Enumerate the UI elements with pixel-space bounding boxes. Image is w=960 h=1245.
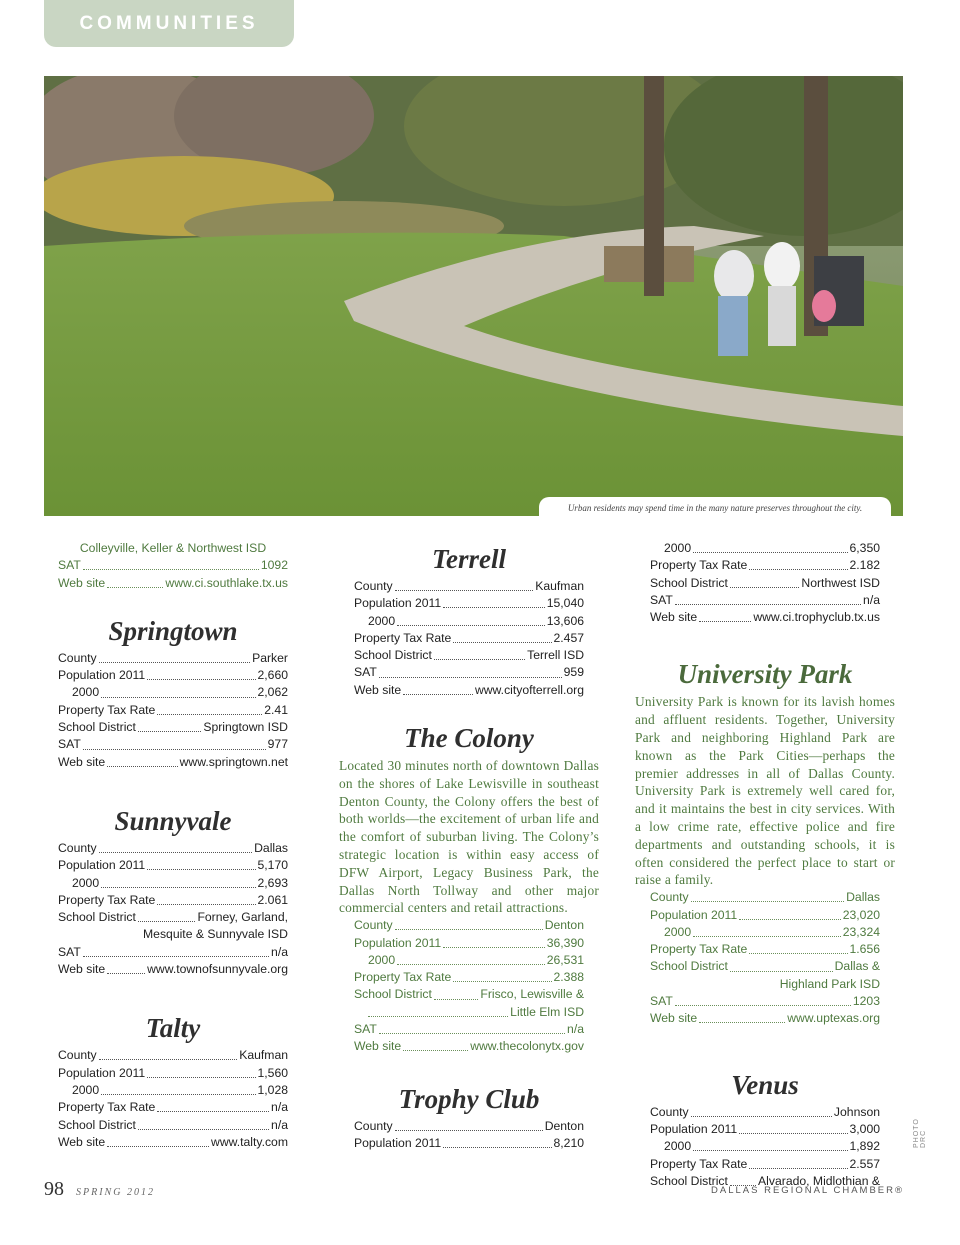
- stat-row-county: [354, 1118, 584, 1135]
- stat-label: School District: [650, 959, 728, 974]
- stat-label: County: [354, 579, 393, 593]
- stat-label: Property Tax Rate: [58, 702, 156, 717]
- column-1: [58, 540, 288, 1151]
- stat-label: 2000: [664, 541, 692, 555]
- dot-leader: [675, 1005, 851, 1006]
- stat-label: Web site: [58, 575, 106, 590]
- stat-value: www.talty.com: [211, 1134, 288, 1149]
- southlake-tail: [58, 540, 288, 592]
- city-heading-university-park: University Park: [677, 659, 853, 690]
- stat-row-sat: [58, 557, 288, 574]
- city-heading-terrell: Terrell: [432, 544, 506, 574]
- stat-row-district: [650, 958, 880, 975]
- stat-row-website: [650, 1010, 880, 1027]
- stat-label: SAT: [650, 994, 673, 1009]
- stat-row-county: [354, 917, 584, 934]
- sunnyvale-stats: [58, 840, 288, 978]
- stat-value: 1.656: [849, 942, 880, 957]
- stat-value: Northwest ISD: [801, 575, 880, 590]
- dot-leader: [453, 981, 551, 982]
- stat-value: n/a: [271, 1117, 288, 1132]
- district-continuation: Highland Park ISD: [779, 976, 880, 991]
- stat-label: County: [354, 1118, 393, 1133]
- stat-row-district: [58, 909, 288, 926]
- stat-label: 2000: [368, 952, 396, 967]
- dot-leader: [691, 901, 845, 902]
- dot-leader: [453, 642, 551, 643]
- stat-label: County: [58, 650, 97, 665]
- stat-label: School District: [354, 987, 432, 1002]
- stat-label: SAT: [650, 592, 673, 607]
- stat-row-county: [354, 578, 584, 595]
- stat-value: www.townofsunnyvale.org: [147, 962, 288, 977]
- stat-row-population: [354, 1135, 584, 1152]
- park-photo: [44, 76, 903, 516]
- stat-label: Web site: [58, 1134, 106, 1149]
- stat-value: 3,000: [849, 1121, 880, 1136]
- stat-value: www.cityofterrell.org: [474, 682, 584, 697]
- springtown-stats: [58, 650, 288, 771]
- stat-row-sat: [650, 993, 880, 1010]
- dot-leader: [395, 590, 534, 591]
- stat-row-website: [354, 682, 584, 699]
- stat-value: www.springtown.net: [179, 754, 288, 769]
- stat-value: 2.557: [849, 1156, 880, 1171]
- dot-leader: [675, 604, 861, 605]
- stat-label: School District: [650, 575, 728, 590]
- stat-label: Property Tax Rate: [58, 892, 156, 907]
- stat-value: 15,040: [546, 596, 584, 611]
- dot-leader: [691, 1116, 832, 1117]
- stat-row-sat: [58, 944, 288, 961]
- dot-leader: [693, 936, 841, 937]
- dot-leader: [99, 1059, 238, 1060]
- stat-label: Population 2011: [58, 858, 146, 873]
- venus-stats: [650, 1104, 880, 1190]
- city-heading-trophy-club: Trophy Club: [398, 1083, 540, 1114]
- stat-value: 1203: [852, 994, 880, 1009]
- page-footer-left: [44, 1178, 155, 1201]
- stat-label: 2000: [368, 613, 396, 628]
- dot-leader: [434, 999, 478, 1000]
- stat-label: Property Tax Rate: [58, 1100, 156, 1115]
- dot-leader: [83, 569, 259, 570]
- dot-leader: [101, 1094, 255, 1095]
- stat-value: Parker: [252, 650, 288, 665]
- stat-value: 959: [563, 665, 584, 680]
- dot-leader: [107, 973, 145, 974]
- stat-row-district: [58, 1117, 288, 1134]
- stat-value: Alvarado, Midlothian &: [758, 1173, 880, 1188]
- trophy-club-stats-continued: [650, 540, 880, 626]
- district-continuation: Mesquite & Sunnyvale ISD: [143, 927, 288, 942]
- stat-value: 1,892: [849, 1139, 880, 1154]
- stat-row-county: [650, 1104, 880, 1121]
- dot-leader: [99, 852, 253, 853]
- stat-row-sat: [354, 664, 584, 681]
- stat-row-2000: [58, 684, 288, 701]
- stat-label: Property Tax Rate: [650, 1156, 748, 1171]
- stat-row-district: [58, 719, 288, 736]
- stat-row-population: [354, 935, 584, 952]
- publisher-label: DALLAS REGIONAL CHAMBER®: [711, 1185, 904, 1196]
- stat-row-2000: [650, 540, 880, 557]
- stat-value: Dallas &: [834, 959, 880, 974]
- stat-row-district: [650, 575, 880, 592]
- dot-leader: [397, 964, 545, 965]
- dot-leader: [395, 929, 543, 930]
- dot-leader: [395, 1130, 543, 1131]
- dot-leader: [138, 731, 201, 732]
- stat-value: n/a: [271, 1100, 288, 1115]
- stat-value: 5,170: [257, 858, 288, 873]
- dot-leader: [157, 714, 262, 715]
- stat-value: Dallas: [254, 840, 288, 855]
- stat-row-tax: [354, 630, 584, 647]
- stat-value: 23,020: [842, 907, 880, 922]
- district-continuation: Colleyville, Keller & Northwest ISD: [79, 541, 267, 555]
- stat-value: www.ci.southlake.tx.us: [165, 575, 288, 590]
- stat-row-sat: [354, 1021, 584, 1038]
- stat-label: Property Tax Rate: [354, 970, 452, 985]
- dot-leader: [379, 1033, 565, 1034]
- stat-row-district: [354, 647, 584, 664]
- stat-label: County: [58, 840, 97, 855]
- stat-label: Web site: [354, 1039, 402, 1054]
- stat-value: 23,324: [842, 924, 880, 939]
- dot-leader: [157, 904, 255, 905]
- dot-leader: [443, 947, 545, 948]
- stat-label: Population 2011: [650, 1121, 738, 1136]
- colony-description: Located 30 minutes north of downtown Dallas on the shores of Lake Lewisville in southeast Denton County, the Colony offers the best of both worlds—the excitement of urban life and the comfort of suburban living. The Colony’s strategic location is within easy access of DFW Airport, Legacy Business Park, the Dallas North Tollway and other major commercial centers and retail attractions.: [339, 758, 599, 916]
- dot-leader: [749, 953, 847, 954]
- stat-value: Kaufman: [239, 1048, 288, 1063]
- stat-label: Population 2011: [58, 1065, 146, 1080]
- stat-row-tax: [650, 1156, 880, 1173]
- stat-label: Property Tax Rate: [650, 942, 748, 957]
- dot-leader: [749, 1168, 847, 1169]
- stat-value: 2,062: [257, 685, 288, 700]
- stat-row-population: [58, 1065, 288, 1082]
- stat-value: 977: [267, 737, 288, 752]
- stat-row-population: [354, 595, 584, 612]
- stat-label: Web site: [58, 962, 106, 977]
- stat-value: 13,606: [546, 613, 584, 628]
- stat-label: 2000: [664, 1139, 692, 1154]
- stat-value: 2.457: [553, 630, 584, 645]
- stat-value: Kaufman: [535, 579, 584, 593]
- colony-stats: [354, 917, 584, 1055]
- stat-value: n/a: [567, 1022, 584, 1037]
- dot-leader: [147, 1077, 255, 1078]
- stat-value: Johnson: [833, 1104, 880, 1119]
- dot-leader: [403, 1050, 468, 1051]
- photo-credit: PHOTO DRC: [913, 1118, 927, 1148]
- city-heading-venus: Venus: [731, 1069, 799, 1100]
- dot-leader: [693, 1150, 847, 1151]
- terrell-stats: [354, 578, 584, 699]
- stat-value: 2.41: [264, 702, 288, 717]
- dot-leader: [699, 621, 751, 622]
- stat-label: School District: [58, 720, 136, 735]
- stat-row-county: [58, 650, 288, 667]
- stat-value: Terrell ISD: [527, 648, 584, 663]
- district-continuation: [354, 1004, 584, 1021]
- trophy-club-stats: [354, 1118, 584, 1153]
- talty-stats: [58, 1047, 288, 1151]
- dot-leader: [101, 887, 255, 888]
- stat-row-tax: [58, 702, 288, 719]
- stat-value: 6,350: [849, 541, 880, 555]
- stat-value: 36,390: [546, 935, 584, 950]
- stat-value: 2.061: [257, 892, 288, 907]
- stat-label: School District: [354, 648, 432, 663]
- stat-label: County: [354, 918, 393, 933]
- stat-row-tax: [58, 1099, 288, 1116]
- stat-row-2000: [354, 952, 584, 969]
- dot-leader: [83, 749, 266, 750]
- stat-row-tax: [58, 892, 288, 909]
- section-tab: [44, 0, 294, 47]
- stat-row-website: [58, 961, 288, 978]
- dot-leader: [107, 587, 163, 588]
- stat-label: Web site: [354, 682, 402, 697]
- stat-label: 2000: [72, 875, 100, 890]
- stat-value: 2,660: [257, 668, 288, 683]
- stat-label: Web site: [650, 610, 698, 625]
- stat-label: Population 2011: [354, 935, 442, 950]
- stat-row-county: [58, 840, 288, 857]
- page-number: 98: [44, 1178, 64, 1200]
- dot-leader: [739, 919, 841, 920]
- stat-label: Population 2011: [58, 668, 146, 683]
- dot-leader: [147, 679, 255, 680]
- stat-label: 2000: [664, 924, 692, 939]
- stat-row-website: [58, 1134, 288, 1151]
- dot-leader: [730, 971, 833, 972]
- stat-row-website: [650, 609, 880, 626]
- stat-value: www.ci.trophyclub.tx.us: [753, 610, 880, 625]
- stat-value: 26,531: [546, 952, 584, 967]
- stat-row-website: [58, 754, 288, 771]
- dot-leader: [749, 569, 847, 570]
- dot-leader: [739, 1133, 847, 1134]
- stat-label: Web site: [650, 1011, 698, 1026]
- stat-label: Population 2011: [354, 1135, 442, 1150]
- column-2: [339, 540, 599, 1152]
- stat-row-2000: [58, 875, 288, 892]
- stat-value: 1,560: [257, 1065, 288, 1080]
- stat-value: www.thecolonytx.gov: [470, 1039, 584, 1054]
- stat-label: Population 2011: [354, 596, 442, 611]
- city-heading-springtown: Springtown: [108, 615, 238, 646]
- dot-leader: [138, 1129, 269, 1130]
- dot-leader: [699, 1022, 785, 1023]
- dot-leader: [83, 956, 269, 957]
- stat-row-county: [58, 1047, 288, 1064]
- city-heading-the-colony: The Colony: [404, 723, 534, 754]
- column-3: [635, 540, 895, 1190]
- stat-value: n/a: [271, 944, 288, 959]
- stat-row-website: [354, 1038, 584, 1055]
- stat-label: School District: [58, 1117, 136, 1132]
- stat-label: County: [58, 1048, 97, 1063]
- dot-leader: [138, 921, 196, 922]
- stat-value: 8,210: [553, 1135, 584, 1150]
- dot-leader: [99, 662, 250, 663]
- dot-leader: [147, 869, 255, 870]
- university-park-stats: [650, 889, 880, 1027]
- dot-leader: [730, 587, 800, 588]
- stat-label: 2000: [72, 685, 100, 700]
- dot-leader: [379, 677, 562, 678]
- stat-row-district: [354, 986, 584, 1003]
- stat-row-website: [58, 575, 288, 592]
- dot-leader: [107, 1146, 209, 1147]
- stat-row-2000: [354, 613, 584, 630]
- issue-label: SPRING 2012: [76, 1187, 155, 1198]
- stat-label: School District: [650, 1173, 728, 1188]
- dot-leader: [693, 552, 847, 553]
- dot-leader: [107, 766, 177, 767]
- dot-leader: [443, 607, 545, 608]
- stat-value: Forney, Garland,: [197, 910, 288, 925]
- city-heading-sunnyvale: Sunnyvale: [114, 805, 232, 836]
- stat-row-population: [58, 667, 288, 684]
- stat-label: Web site: [58, 754, 106, 769]
- stat-value: 1,028: [257, 1082, 288, 1097]
- stat-label: Property Tax Rate: [650, 558, 748, 573]
- stat-label: School District: [58, 910, 136, 925]
- stat-row-2000: [58, 1082, 288, 1099]
- stat-label: SAT: [58, 944, 81, 959]
- stat-row-2000: [650, 1138, 880, 1155]
- dot-leader: [368, 1016, 508, 1017]
- stat-value: Springtown ISD: [203, 720, 288, 735]
- stat-label: Property Tax Rate: [354, 630, 452, 645]
- stat-row-population: [58, 857, 288, 874]
- dot-leader: [403, 694, 473, 695]
- stat-value: Denton: [544, 918, 584, 933]
- stat-value: 2,693: [257, 875, 288, 890]
- city-heading-talty: Talty: [145, 1013, 201, 1044]
- dot-leader: [397, 625, 545, 626]
- stat-row-population: [650, 1121, 880, 1138]
- university-park-description: University Park is known for its lavish homes and affluent residents. Together, University Park and neighboring Highland Park are known as the Park Cities—perhaps the premier addresses in all of Dallas County. University Park is extremely well cared for, and it maintains the best in city services. With a low crime rate, effective police and fire departments and outstanding schools, it is often considered the perfect place to start or raise a family.: [635, 694, 895, 888]
- stat-row-tax: [650, 557, 880, 574]
- stat-value: Little Elm ISD: [510, 1004, 584, 1019]
- stat-value: 2.388: [553, 970, 584, 985]
- dot-leader: [434, 659, 525, 660]
- stat-row-2000: [650, 924, 880, 941]
- stat-value: n/a: [863, 592, 880, 607]
- stat-value: Dallas: [846, 890, 880, 905]
- section-tab-label: COMMUNITIES: [79, 12, 259, 34]
- dot-leader: [101, 697, 255, 698]
- stat-label: SAT: [354, 665, 377, 680]
- stat-row-tax: [354, 969, 584, 986]
- dot-leader: [157, 1111, 269, 1112]
- park-photo-illustration: [44, 76, 903, 516]
- dot-leader: [443, 1147, 551, 1148]
- photo-caption: Urban residents may spend time in the many nature preserves throughout the city.: [539, 497, 891, 516]
- stat-label: SAT: [58, 558, 81, 573]
- stat-label: 2000: [72, 1082, 100, 1097]
- stat-label: Population 2011: [650, 907, 738, 922]
- stat-label: County: [650, 890, 689, 905]
- stat-value: Frisco, Lewisville &: [480, 987, 584, 1002]
- stat-label: County: [650, 1104, 689, 1119]
- stat-label: SAT: [58, 737, 81, 752]
- stat-row-tax: [650, 941, 880, 958]
- stat-value: Denton: [544, 1118, 584, 1133]
- stat-label: SAT: [354, 1022, 377, 1037]
- stat-row-population: [650, 907, 880, 924]
- stat-row-sat: [58, 736, 288, 753]
- stat-row-sat: [650, 592, 880, 609]
- stat-value: www.uptexas.org: [787, 1011, 880, 1026]
- stat-value: 1092: [260, 558, 288, 573]
- stat-row-county: [650, 889, 880, 906]
- stat-value: 2.182: [849, 558, 880, 573]
